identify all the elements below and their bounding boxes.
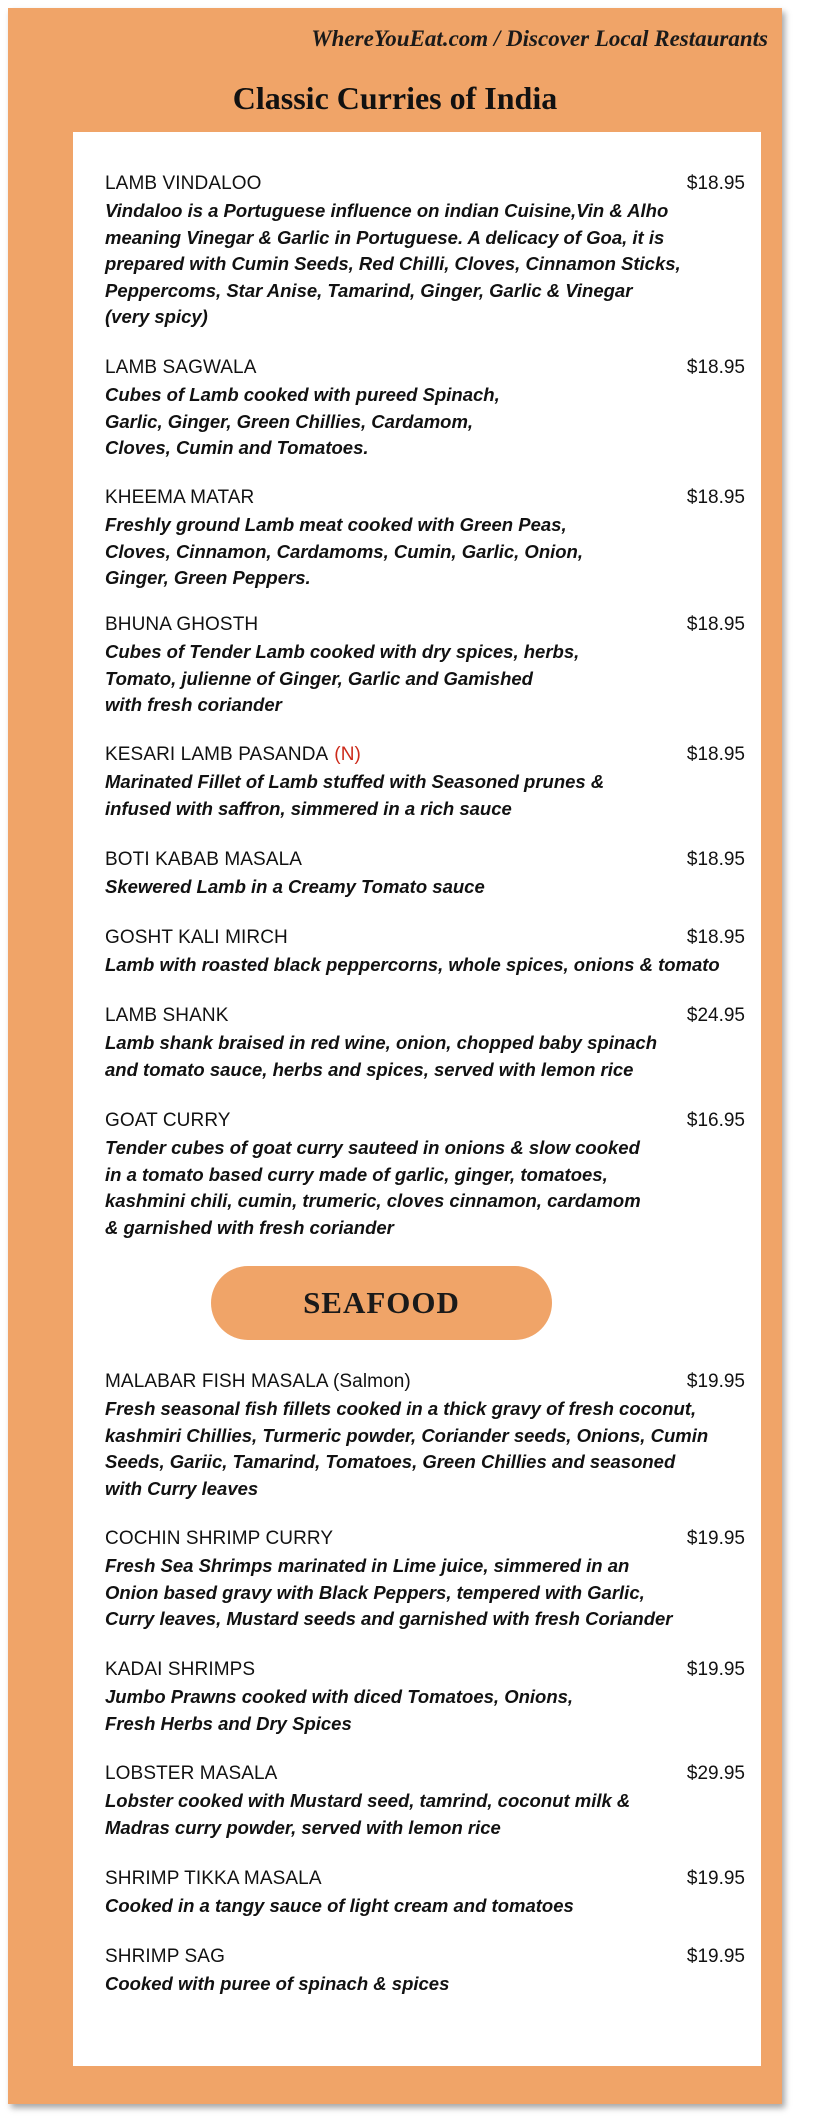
menu-item-lamb-shank <box>105 1005 745 1083</box>
item-description: Tender cubes of goat curry sauteed in onions & slow cooked in a tomato based curry made of garlic, ginger, tomatoes, kashmini chili, cumin, trumeric, cloves cinnamon, cardamom & garnished with fresh coriander <box>105 1137 641 1238</box>
menu-item-lamb-vindaloo <box>105 173 745 331</box>
menu-item-shrimp-sag <box>105 1946 745 1998</box>
menu-item-gosht-kali-mirch <box>105 927 745 979</box>
menu-item-lamb-sagwala <box>105 357 745 462</box>
menu-item-boti-kabab-masala <box>105 849 745 901</box>
menu-item-malabar-fish-masala <box>105 1371 745 1502</box>
menu-item-shrimp-tikka-masala <box>105 1868 745 1920</box>
item-price: $18.95 <box>686 357 745 378</box>
item-name: COCHIN SHRIMP CURRY <box>105 1528 334 1549</box>
menu-page <box>8 8 782 2104</box>
item-description: Jumbo Prawns cooked with diced Tomatoes, Onions, Fresh Herbs and Dry Spices <box>105 1686 574 1734</box>
item-description: Marinated Fillet of Lamb stuffed with Seasoned prunes & infused with saffron, simmered in a rich sauce <box>105 771 605 819</box>
item-name: BHUNA GHOSTH <box>105 614 259 635</box>
seafood-heading: SEAFOOD <box>211 1266 552 1340</box>
item-price: $18.95 <box>686 927 745 948</box>
item-price: $19.95 <box>686 1371 745 1392</box>
item-price: $18.95 <box>686 744 745 765</box>
item-price: $19.95 <box>686 1659 745 1680</box>
item-price: $18.95 <box>686 849 745 870</box>
item-price: $18.95 <box>686 173 745 194</box>
item-description: Cooked in a tangy sauce of light cream and tomatoes <box>105 1895 574 1916</box>
item-price: $19.95 <box>686 1868 745 1889</box>
item-description: Lobster cooked with Mustard seed, tamrind, coconut milk & Madras curry powder, served with lemon rice <box>105 1790 631 1838</box>
item-name: SHRIMP SAG <box>105 1946 225 1967</box>
item-description: Lamb with roasted black peppercorns, whole spices, onions & tomato <box>105 954 720 975</box>
item-description: Lamb shank braised in red wine, onion, chopped baby spinach and tomato sauce, herbs and spices, served with lemon rice <box>105 1032 658 1080</box>
item-name: LAMB SHANK <box>105 1005 229 1026</box>
page-title: Classic Curries of India <box>232 80 558 116</box>
item-name: SHRIMP TIKKA MASALA <box>105 1868 322 1889</box>
item-price: $19.95 <box>686 1528 745 1549</box>
item-name: LAMB VINDALOO <box>105 173 262 194</box>
item-price: $24.95 <box>686 1005 745 1026</box>
item-description: Cubes of Lamb cooked with pureed Spinach, Garlic, Ginger, Green Chillies, Cardamom, Cloves, Cumin and Tomatoes. <box>105 384 500 458</box>
item-description: Cubes of Tender Lamb cooked with dry spices, herbs, Tomato, julienne of Ginger, Garlic and Gamished with fresh coriander <box>105 641 580 715</box>
menu-item-kheema-matar <box>105 487 745 592</box>
menu-item-goat-curry <box>105 1110 745 1241</box>
item-name <box>105 744 361 765</box>
item-name: KADAI SHRIMPS <box>105 1659 256 1680</box>
item-name: MALABAR FISH MASALA (Salmon) <box>105 1371 411 1392</box>
item-price: $29.95 <box>686 1763 745 1784</box>
item-description: Freshly ground Lamb meat cooked with Green Peas, Cloves, Cinnamon, Cardamoms, Cumin, Garlic, Onion, Ginger, Green Peppers. <box>105 514 584 588</box>
menu-item-kadai-shrimps <box>105 1659 745 1737</box>
menu-panel <box>73 132 761 2066</box>
item-name-text: KESARI LAMB PASANDA <box>105 744 329 765</box>
item-name: LAMB SAGWALA <box>105 357 257 378</box>
menu-item-cochin-shrimp-curry <box>105 1528 745 1633</box>
item-name: LOBSTER MASALA <box>105 1763 278 1784</box>
item-price: $18.95 <box>686 487 745 508</box>
item-description: Fresh seasonal fish fillets cooked in a thick gravy of fresh coconut, kashmiri Chillies, Turmeric powder, Coriander seeds, Onions, Cumin Seeds, Gariic, Tamarind, Tomatoes, Green Chillies and seasoned with Curry leaves <box>105 1398 709 1499</box>
item-price: $16.95 <box>686 1110 745 1131</box>
item-description: Cooked with puree of spinach & spices <box>105 1973 450 1994</box>
item-price: $18.95 <box>686 614 745 635</box>
site-header[interactable]: WhereYouEat.com / Discover Local Restaurants <box>311 26 768 51</box>
item-description: Skewered Lamb in a Creamy Tomato sauce <box>105 876 485 897</box>
menu-item-kesari-lamb-pasanda <box>105 744 745 822</box>
item-name: KHEEMA MATAR <box>105 487 255 508</box>
item-name: GOSHT KALI MIRCH <box>105 927 288 948</box>
item-name: GOAT CURRY <box>105 1110 231 1131</box>
item-description: Vindaloo is a Portuguese influence on indian Cuisine,Vin & Alho meaning Vinegar & Garlic in Portuguese. A delicacy of Goa, it is prepared with Cumin Seeds, Red Chilli, Cloves, Cinnamon Sticks, Peppercoms, Star Anise, Tamarind, Ginger, Garlic & Vinegar (very spicy) <box>105 200 681 327</box>
menu-item-bhuna-ghosth <box>105 614 745 719</box>
menu-item-lobster-masala <box>105 1763 745 1841</box>
item-price: $19.95 <box>686 1946 745 1967</box>
item-name: BOTI KABAB MASALA <box>105 849 303 870</box>
nut-allergy-badge: (N) <box>334 744 361 765</box>
item-description: Fresh Sea Shrimps marinated in Lime juice, simmered in an Onion based gravy with Black Peppers, tempered with Garlic, Curry leaves, Mustard seeds and garnished with fresh Coriander <box>105 1555 673 1629</box>
